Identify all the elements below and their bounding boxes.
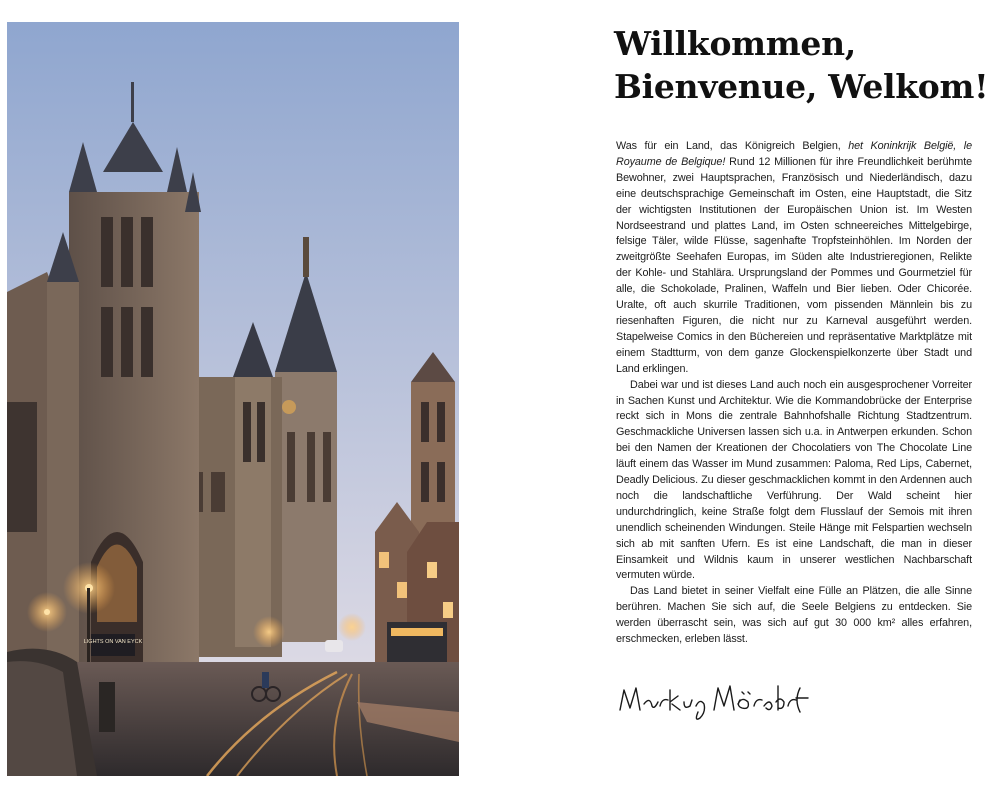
author-signature	[614, 676, 824, 726]
paragraph-1-lead: Was für ein Land, das Königreich Belgien,	[616, 140, 849, 152]
intro-text	[616, 139, 972, 648]
title-line-1: Willkommen,	[614, 24, 856, 63]
cityscape-photo	[7, 22, 459, 776]
paragraph-1	[616, 139, 972, 378]
paragraph-1-italic: het Koninkrijk België, le Royaume de Belgique!	[616, 140, 972, 168]
lights-on-van-eyck-sign	[84, 634, 143, 656]
title-line-2: Bienvenue, Welkom!	[614, 67, 989, 106]
svg-text:LIGHTS ON VAN EYCK: LIGHTS ON VAN EYCK	[83, 639, 143, 645]
paragraph-2: Dabei war und ist dieses Land auch noch ein ausgesprochener Vorreiter in Sachen Kunst und Architektur. Wie die Kommandobrücke der Enterprise reckt sich in Mons die zentrale Bahnhofshalle Richtung Stadtzentrum. Geschmackliche Universen lassen sich u.a. in Antwerpen erkunden. Schon bei den Namen der Kreationen der Chocolatiers von The Chocolate Line läuft einem das Wasser im Mund zusammen: Paloma, Red Lips, Cabernet, Deadly Delicious. Zu dieser geschmacklichen kommt in den Ardennen auch noch die landschaftliche Verführung. Der Wald scheint hier undurchdringlich, keine Straße folgt dem Flusslauf der Semois mit ihren unendlich scheinenden Windungen. Steile Hänge mit Felspartien wechseln sich ab mit sanften Ufern. Es ist eine Landschaft, die man in dieser Einsamkeit und Wildnis kaum in unserer westlichen Nachbarschaft vermuten würde.	[616, 378, 972, 582]
page-title	[614, 22, 994, 108]
paragraph-1-rest: Rund 12 Millionen für ihre Freundlichkeit berühmte Bewohner, zwei Hauptsprachen, Französisch und Niederländisch, dazu eine deutschsprachige Gemeinschaft im Osten, eine Hauptstadt, die Sitz der wichtigsten Institutionen der Europäischen Union ist. Im Westen Nordseestrand und plattes Land, im Osten schneereiches Mittelgebirge, felsige Täler, wilde Flüsse, sagenhafte Tropfsteinhöhlen. Im Norden der zweitgrößte Seehafen Europas, im Süden alte Industrieregionen, Relikte der Kohle- und Stahlära. Ursprungsland der Pommes und Gourmetziel für alle, die Schokolade, Pralinen, Waffeln und Bier lieben. Oder Chicorée. Uralte, oft auch skurrile Traditionen, vom pissenden Männlein bis zu riesenhaften Figuren, die nicht nur zu Karneval ausgeführt werden. Stapelweise Comics in den Büchereien und repräsentative Marktplätze mit einem Stadtturm, von dem ganze Glockenspielkonzerte über Stadt und Land erklingen.	[616, 155, 972, 375]
ghent-street-illustration	[7, 22, 459, 776]
paragraph-3: Das Land bietet in seiner Vielfalt eine Fülle an Plätzen, die alle Sinne berühren. Machen Sie sich auf, die Seele Belgiens zu entdecken. Sie werden überrascht sein, was sich auf gut 30 000 km² alles erfahren, erschmecken, erleben lässt.	[616, 585, 972, 646]
